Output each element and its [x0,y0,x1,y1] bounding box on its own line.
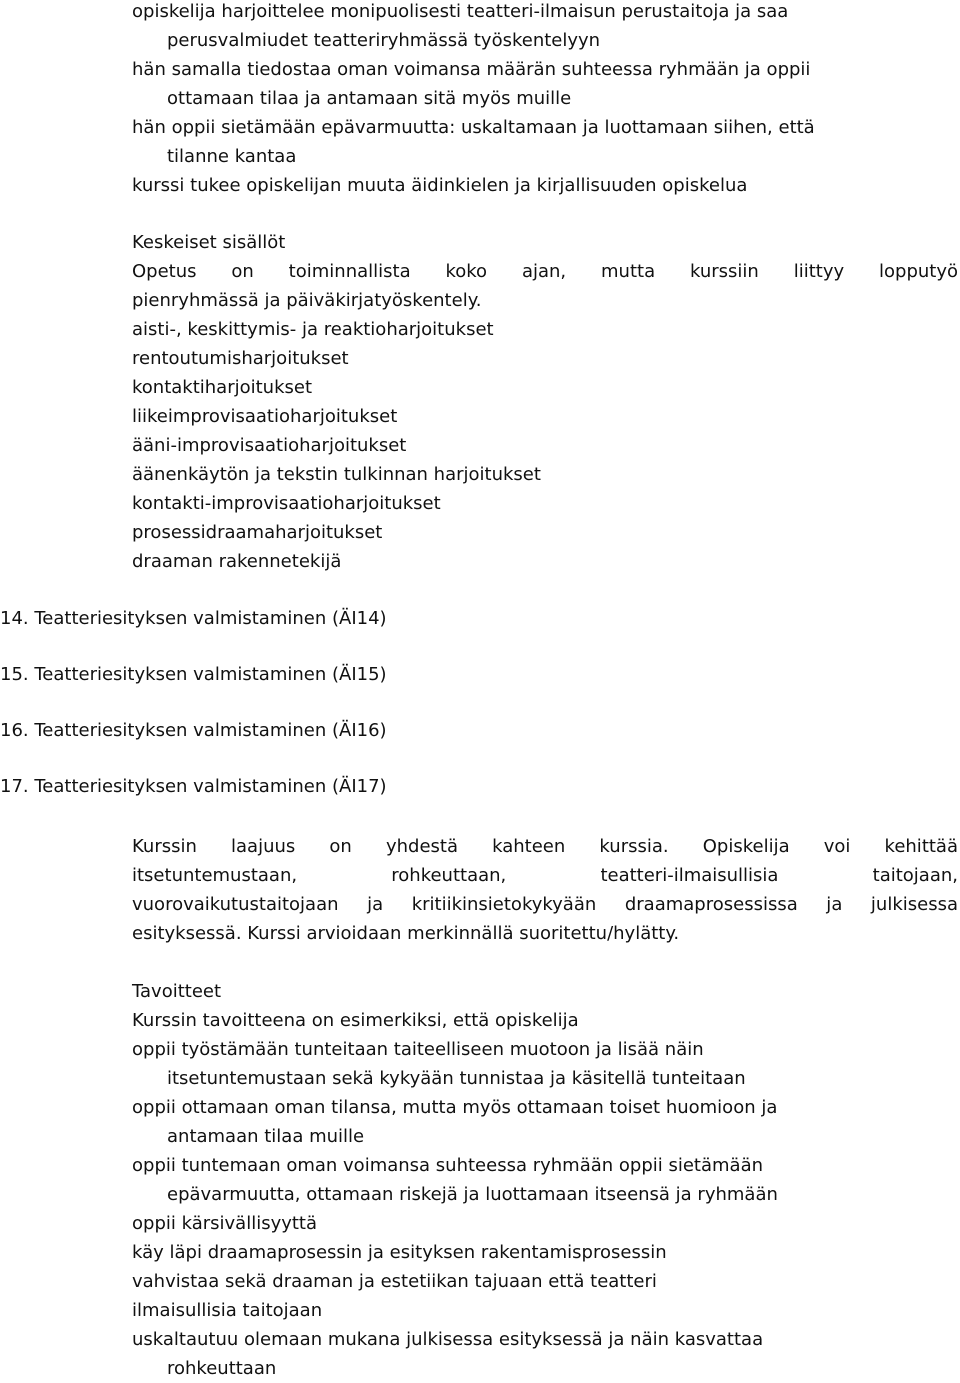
contents-item-3: kontaktiharjoitukset [132,377,313,398]
contents-item-1: aisti-, keskittymis- ja reaktioharjoitukset [132,319,494,340]
goals-intro: Kurssin tavoitteena on esimerkiksi, että opiskelija [132,1010,579,1031]
intro-bullet-3-line1: hän oppii sietämään epävarmuutta: uskaltamaan ja luottamaan siihen, että [132,117,815,138]
course-heading-16: 16. Teatteriesityksen valmistaminen (ÄI16) [0,720,387,741]
contents-item-9: draaman rakennetekijä [132,551,342,572]
goal-item-1-line2: itsetuntemustaan sekä kykyään tunnistaa ja käsitellä tunteitaan [167,1068,746,1089]
description-line2: itsetuntemustaan, rohkeuttaan, teatteri-ilmaisullisia taitojaan, [132,865,958,886]
goal-item-5: käy läpi draamaprosessin ja esityksen rakentamisprosessin [132,1242,667,1263]
goal-item-2-line2: antamaan tilaa muille [167,1126,365,1147]
goal-item-8-line2: rohkeuttaan [167,1358,277,1379]
contents-heading: Keskeiset sisällöt [132,232,286,253]
intro-bullet-1-line1: opiskelija harjoittelee monipuolisesti teatteri-ilmaisun perustaitoja ja saa [132,1,789,22]
goal-item-2-line1: oppii ottamaan oman tilansa, mutta myös ottamaan toiset huomioon ja [132,1097,778,1118]
description-line1: Kurssin laajuus on yhdestä kahteen kurssia. Opiskelija voi kehittää [132,836,958,857]
contents-item-2: rentoutumisharjoitukset [132,348,349,369]
goal-item-3-line1: oppii tuntemaan oman voimansa suhteessa ryhmään oppii sietämään [132,1155,764,1176]
contents-paragraph-line1: Opetus on toiminnallista koko ajan, mutta kurssiin liittyy lopputyö [132,261,958,282]
contents-item-7: kontakti-improvisaatioharjoitukset [132,493,441,514]
contents-item-5: ääni-improvisaatioharjoitukset [132,435,407,456]
intro-bullet-2-line2: ottamaan tilaa ja antamaan sitä myös muille [167,88,572,109]
contents-item-4: liikeimprovisaatioharjoitukset [132,406,398,427]
course-heading-15: 15. Teatteriesityksen valmistaminen (ÄI15) [0,664,387,685]
intro-bullet-2-line1: hän samalla tiedostaa oman voimansa määrän suhteessa ryhmään ja oppii [132,59,811,80]
goal-item-8-line1: uskaltautuu olemaan mukana julkisessa esityksessä ja näin kasvattaa [132,1329,764,1350]
goal-item-1-line1: oppii työstämään tunteitaan taiteelliseen muotoon ja lisää näin [132,1039,704,1060]
intro-bullet-4-line1: kurssi tukee opiskelijan muuta äidinkielen ja kirjallisuuden opiskelua [132,175,748,196]
contents-item-8: prosessidraamaharjoitukset [132,522,383,543]
intro-bullet-3-line2: tilanne kantaa [167,146,297,167]
goal-item-3-line2: epävarmuutta, ottamaan riskejä ja luottamaan itseensä ja ryhmään [167,1184,778,1205]
intro-bullet-1-line2: perusvalmiudet teatteriryhmässä työskentelyyn [167,30,601,51]
goal-item-7: ilmaisullisia taitojaan [132,1300,323,1321]
goal-item-6: vahvistaa sekä draaman ja estetiikan tajuaan että teatteri [132,1271,657,1292]
course-heading-14: 14. Teatteriesityksen valmistaminen (ÄI14) [0,608,387,629]
description-line3: vuorovaikutustaitojaan ja kritiikinsietokykyään draamaprosessissa ja julkisessa [132,894,958,915]
contents-item-6: äänenkäytön ja tekstin tulkinnan harjoitukset [132,464,541,485]
contents-paragraph-line2: pienryhmässä ja päiväkirjatyöskentely. [132,290,482,311]
goal-item-4: oppii kärsivällisyyttä [132,1213,318,1234]
course-heading-17: 17. Teatteriesityksen valmistaminen (ÄI17) [0,776,387,797]
goals-heading: Tavoitteet [132,981,222,1002]
description-line4: esityksessä. Kurssi arvioidaan merkinnällä suoritettu/hylätty. [132,923,680,944]
